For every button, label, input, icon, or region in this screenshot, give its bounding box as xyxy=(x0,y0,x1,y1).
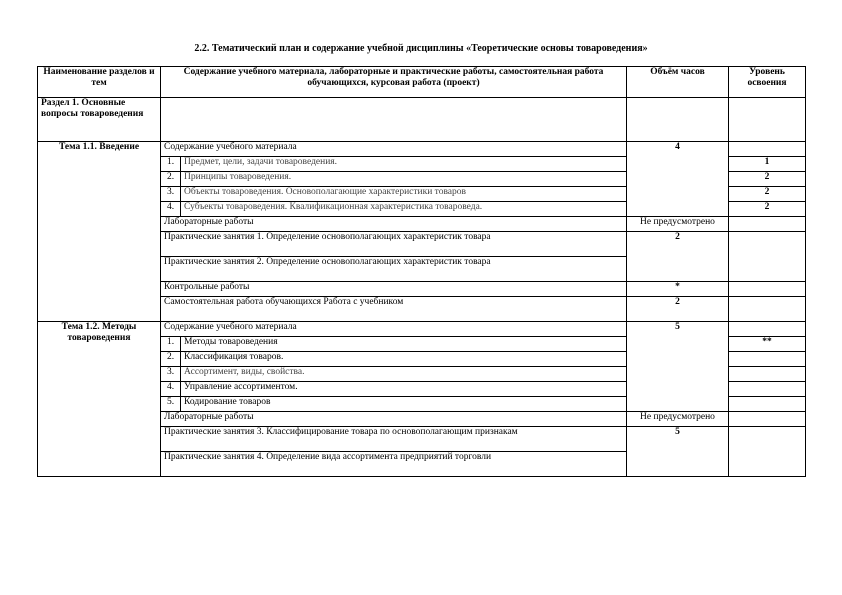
item-text: Управление ассортиментом. xyxy=(181,382,627,397)
item-level: 1 xyxy=(729,157,806,172)
item-level xyxy=(729,367,806,382)
item-number: 2. xyxy=(161,352,181,367)
lab-label: Лабораторные работы xyxy=(161,412,627,427)
item-level: 2 xyxy=(729,202,806,217)
lab-label: Лабораторные работы xyxy=(161,217,627,232)
item-level: 2 xyxy=(729,187,806,202)
table-header-row xyxy=(38,67,806,98)
header-hours: Объём часов xyxy=(627,67,729,98)
header-content: Содержание учебного материала, лабораторные и практические работы, самостоятельная работа обучающихся, курсовая работа (проект) xyxy=(161,67,627,98)
control-label: Контрольные работы xyxy=(161,282,627,297)
item-level: ** xyxy=(729,337,806,352)
item-level: 2 xyxy=(729,172,806,187)
item-number: 3. xyxy=(161,367,181,382)
document-title: 2.2. Тематический план и содержание учебной дисциплины «Теоретические основы товароведения» xyxy=(194,43,648,54)
item-text: Классификация товаров. xyxy=(181,352,627,367)
topic-1-hours: 4 xyxy=(627,142,729,217)
practice-4: Практические занятия 4. Определение вида ассортимента предприятий торговли xyxy=(161,452,627,477)
item-number: 1. xyxy=(161,337,181,352)
topic-2-hours: 5 xyxy=(627,322,729,412)
practice-3-hours: 5 xyxy=(627,427,729,477)
practice-2: Практические занятия 2. Определение основополагающих характеристик товара xyxy=(161,257,627,282)
practice-1: Практические занятия 1. Определение основополагающих характеристик товара xyxy=(161,232,627,257)
lab-hours: Не предусмотрено xyxy=(627,217,729,232)
item-text: Субъекты товароведения. Квалификационная характеристика товароведа. xyxy=(181,202,627,217)
item-level xyxy=(729,397,806,412)
item-text: Кодирование товаров xyxy=(181,397,627,412)
item-text: Предмет, цели, задачи товароведения. xyxy=(181,157,627,172)
item-level xyxy=(729,382,806,397)
practice-3: Практические занятия 3. Классифицирование товара по основополагающим признакам xyxy=(161,427,627,452)
item-number: 1. xyxy=(161,157,181,172)
item-level xyxy=(729,352,806,367)
section-row xyxy=(38,98,806,142)
table-row xyxy=(38,142,806,157)
topic-2-title: Тема 1.2. Методы товароведения xyxy=(38,322,161,477)
content-label: Содержание учебного материала xyxy=(161,322,627,337)
selfwork-hours: 2 xyxy=(627,297,729,322)
item-text: Ассортимент, виды, свойства. xyxy=(181,367,627,382)
topic-1-title: Тема 1.1. Введение xyxy=(38,142,161,322)
thematic-plan-table xyxy=(37,66,806,477)
item-text: Объекты товароведения. Основополагающие характеристики товаров xyxy=(181,187,627,202)
content-label: Содержание учебного материала xyxy=(161,142,627,157)
item-number: 5. xyxy=(161,397,181,412)
item-number: 3. xyxy=(161,187,181,202)
practice-1-hours: 2 xyxy=(627,232,729,282)
item-number: 4. xyxy=(161,202,181,217)
header-level: Уровень освоения xyxy=(729,67,806,98)
lab-hours: Не предусмотрено xyxy=(627,412,729,427)
item-text: Принципы товароведения. xyxy=(181,172,627,187)
item-number: 2. xyxy=(161,172,181,187)
control-hours: * xyxy=(627,282,729,297)
section-title: Раздел 1. Основные вопросы товароведения xyxy=(38,98,161,142)
table-row xyxy=(38,322,806,337)
item-number: 4. xyxy=(161,382,181,397)
item-text: Методы товароведения xyxy=(181,337,627,352)
selfwork: Самостоятельная работа обучающихся Работа с учебником xyxy=(161,297,627,322)
header-sections: Наименование разделов и тем xyxy=(38,67,161,98)
